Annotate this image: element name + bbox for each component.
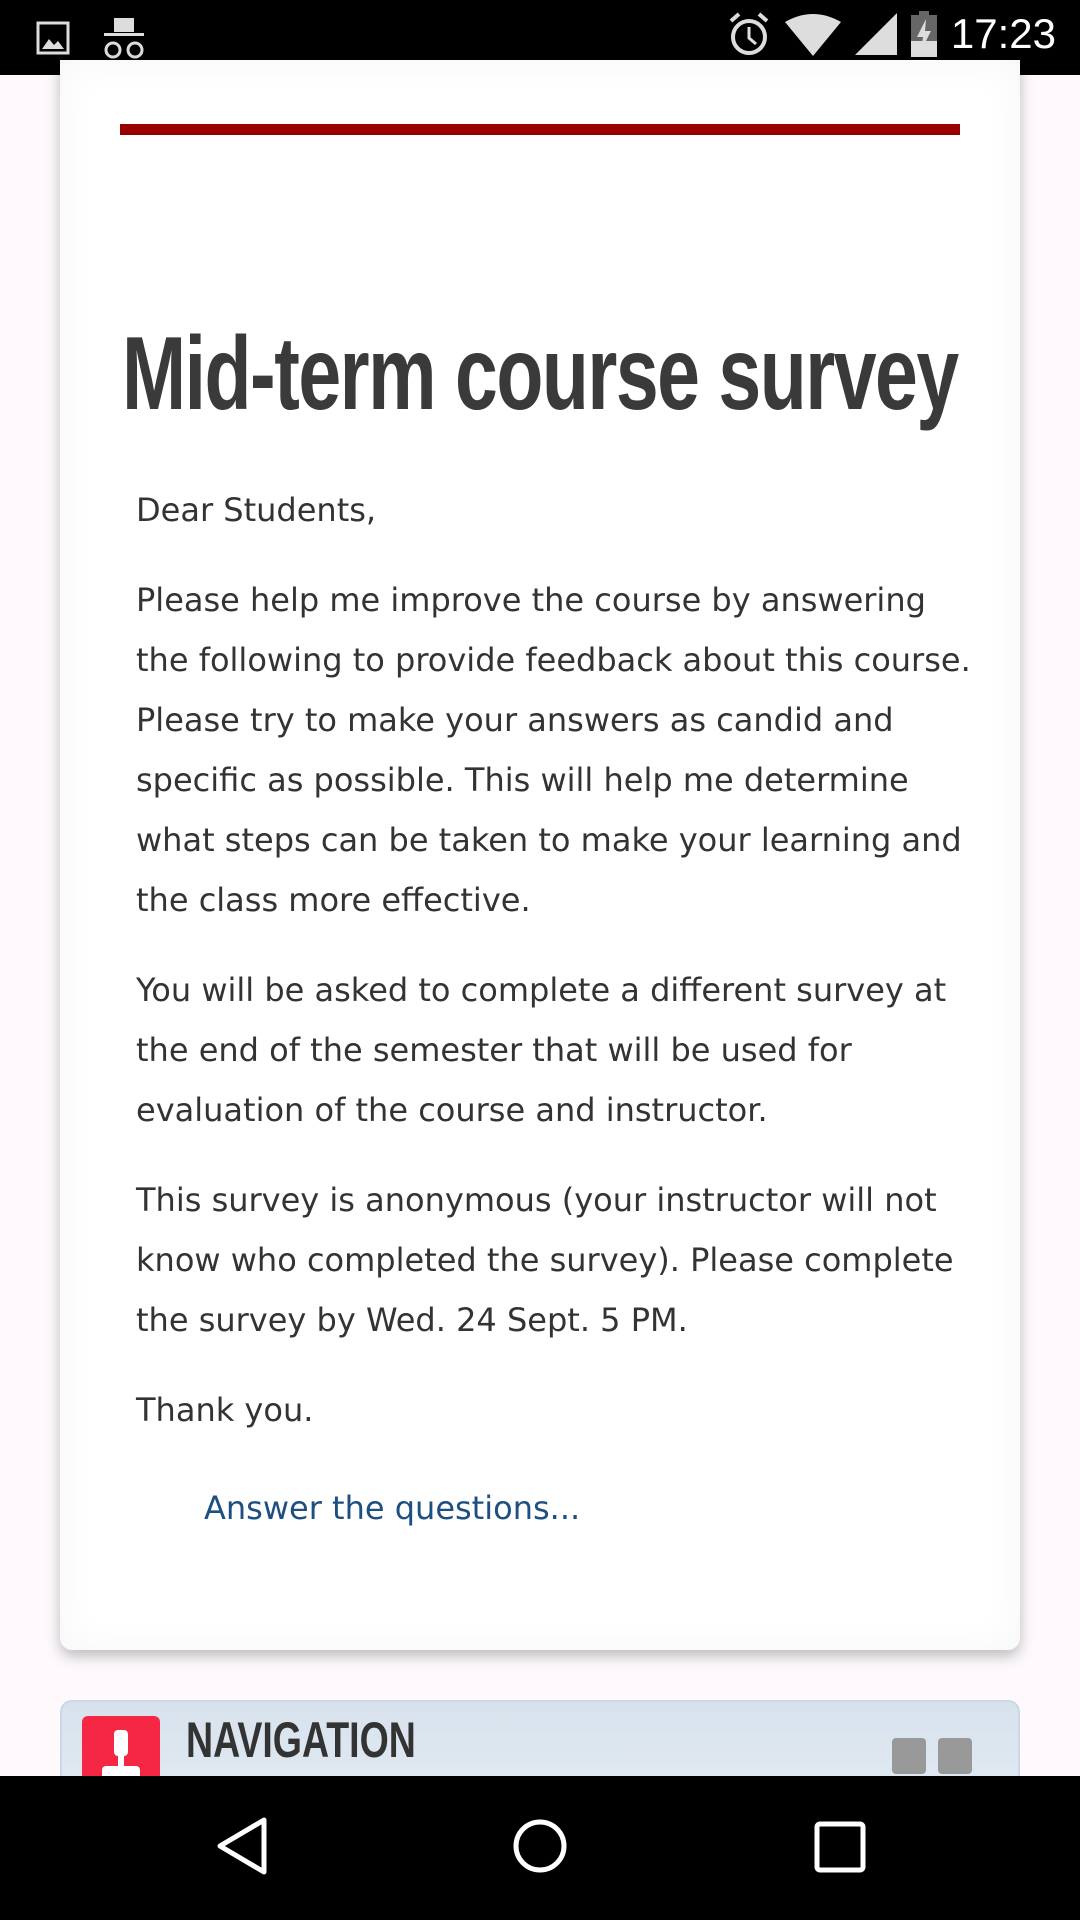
paragraph: Thank you.	[136, 1391, 314, 1429]
page-title: Mid-term course survey	[122, 316, 958, 432]
survey-description	[136, 480, 976, 1538]
dock-button[interactable]	[892, 1738, 926, 1774]
home-icon[interactable]	[512, 1816, 568, 1876]
divider	[120, 124, 960, 135]
survey-card	[60, 60, 1020, 1650]
battery-charging-icon	[911, 11, 937, 57]
collapse-button[interactable]	[938, 1738, 972, 1774]
clock: 17:23	[950, 10, 1056, 57]
paragraph: You will be asked to complete a different survey at the end of the semester that will be used for evaluation of the course and instructor.	[136, 971, 947, 1129]
wifi-icon	[785, 12, 841, 56]
paragraph: This survey is anonymous (your instructor will not know who completed the survey). Please complete the survey by Wed. 24 Sept. 5 PM.	[136, 1181, 954, 1339]
system-navigation-bar	[0, 1776, 1080, 1920]
navigation-title: NAVIGATION	[186, 1712, 416, 1768]
back-icon[interactable]	[214, 1816, 270, 1876]
recents-icon[interactable]	[812, 1816, 868, 1876]
incognito-icon	[100, 16, 148, 60]
image-notification-icon	[36, 21, 70, 55]
paragraph: Dear Students,	[136, 491, 377, 529]
signal-icon	[855, 13, 897, 55]
paragraph: Please help me improve the course by answering the following to provide feedback about this course. Please try to make your answers as candid and specific as possible. This will help me determine what steps can be taken to make your learning and the class more effective.	[136, 581, 971, 919]
alarm-icon	[727, 11, 771, 57]
answer-questions-link[interactable]: Answer the questions...	[204, 1489, 581, 1527]
